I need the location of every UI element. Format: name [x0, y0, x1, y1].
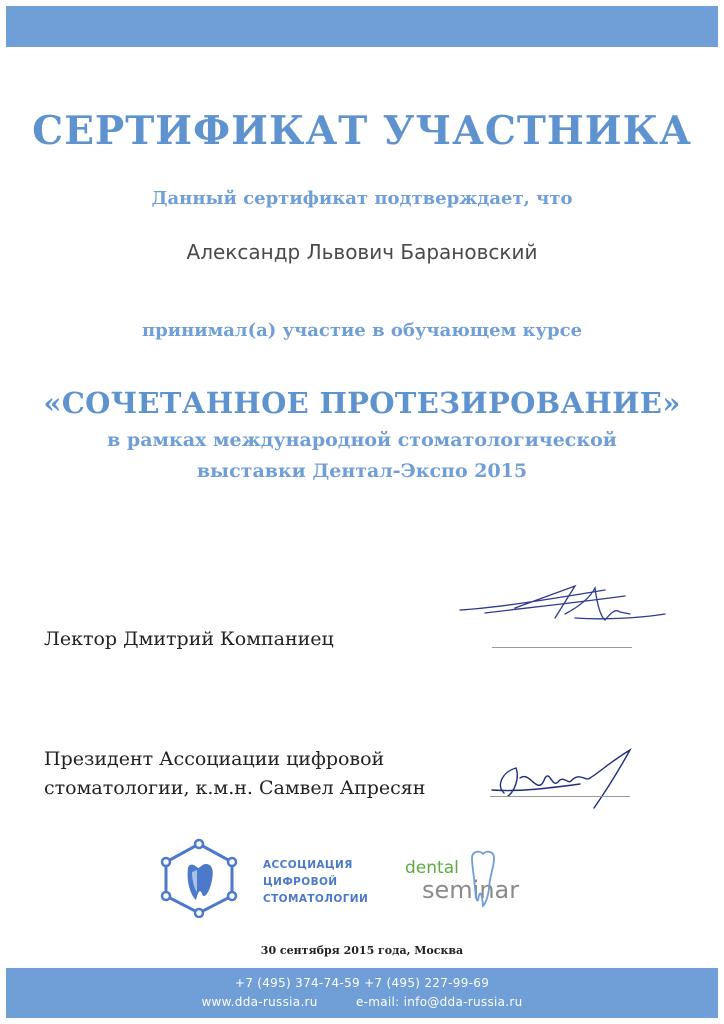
- website-link[interactable]: www.dda-russia.ru: [201, 995, 318, 1009]
- certificate-title: СЕРТИФИКАТ УЧАСТНИКА: [32, 108, 692, 154]
- tooth-icon: [468, 848, 498, 908]
- seminar-word: seminar: [422, 876, 520, 904]
- confirm-text: Данный сертификат подтверждает, что: [151, 188, 573, 209]
- participation-text: принимал(а) участие в обучающем курсе: [141, 320, 583, 341]
- president-line-2: стоматологии, к.м.н. Самвел Апресян: [44, 777, 426, 799]
- dental-word: dental: [405, 858, 459, 878]
- lector-signature-line: [492, 647, 632, 648]
- context-line-1: в рамках международной стоматологической: [107, 429, 617, 451]
- context-line-2: выставки Дентал-Экспо 2015: [196, 460, 528, 482]
- lector-label: Лектор Дмитрий Компаниец: [44, 628, 334, 650]
- association-line-3: СТОМАТОЛОГИИ: [263, 893, 369, 905]
- participant-name: Александр Львович Барановский: [186, 240, 538, 264]
- date-place: 30 сентября 2015 года, Москва: [260, 944, 464, 957]
- association-hexagon-logo: [158, 838, 240, 918]
- top-color-band: [6, 6, 718, 47]
- president-signature-line: [490, 796, 630, 797]
- association-line-1: АССОЦИАЦИЯ: [263, 859, 353, 871]
- president-label: [44, 745, 425, 803]
- course-context: [0, 425, 724, 487]
- president-line-1: Президент Ассоциации цифровой: [44, 748, 385, 770]
- course-title: «СОЧЕТАННОЕ ПРОТЕЗИРОВАНИЕ»: [43, 386, 681, 420]
- phone-2: +7 (495) 227-99-69: [364, 976, 490, 990]
- email-link[interactable]: e-mail: info@dda-russia.ru: [355, 995, 523, 1009]
- dental-seminar-logo: [400, 848, 540, 908]
- phone-1: +7 (495) 374-74-59: [234, 976, 360, 990]
- president-signature: [490, 748, 640, 828]
- association-line-2: ЦИФРОВОЙ: [263, 876, 338, 888]
- association-name: [263, 857, 368, 908]
- lector-signature: [455, 578, 670, 628]
- footer-contacts: [6, 974, 718, 1012]
